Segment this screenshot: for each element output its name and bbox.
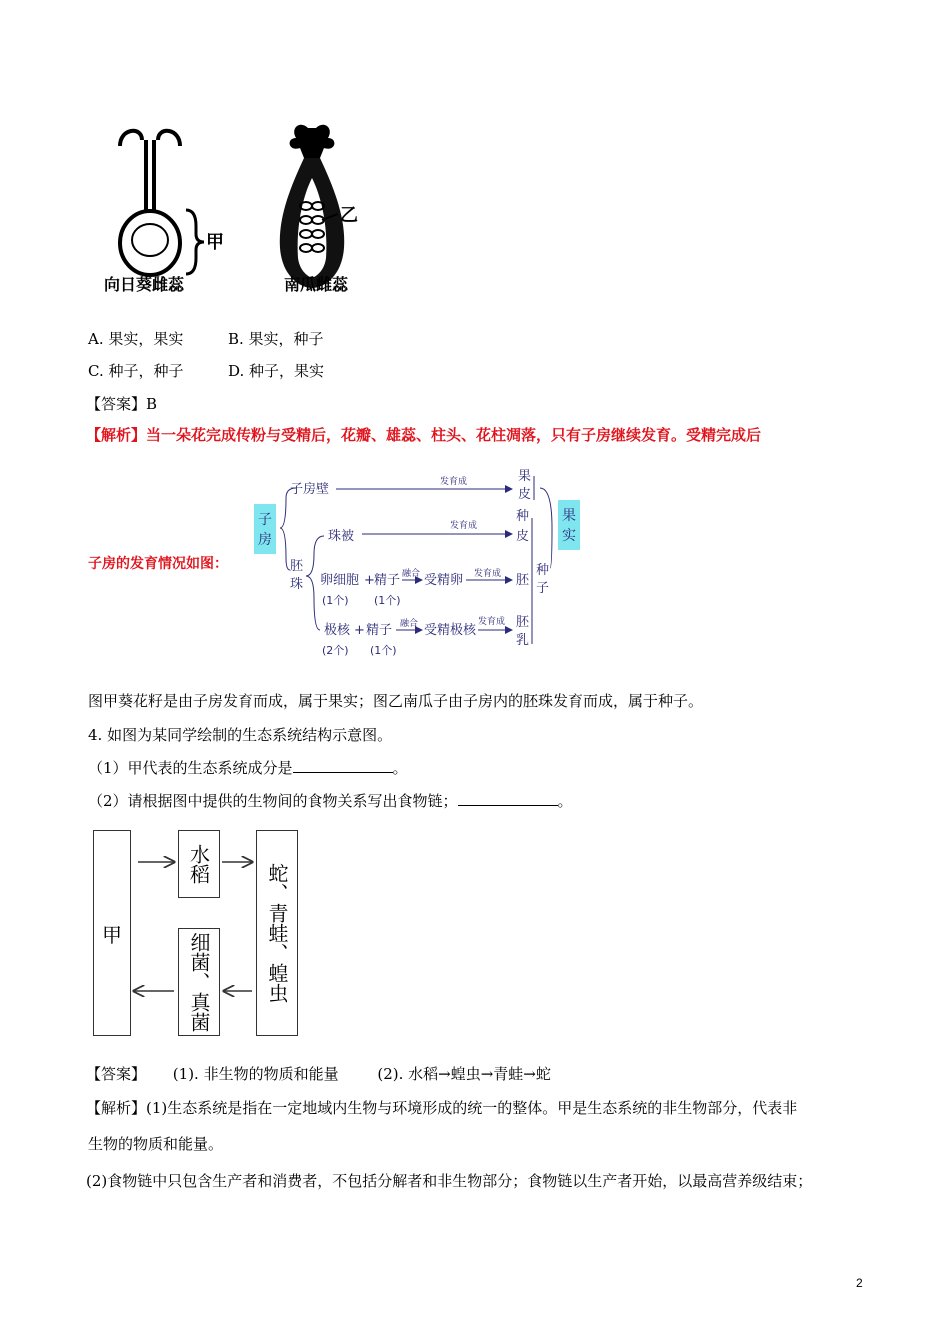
pumpkin-pistil-drawing <box>280 125 344 288</box>
ovule-1: 胚 <box>290 559 304 574</box>
ecosystem-diagram <box>90 828 302 1038</box>
fertilized-egg: 受精卵 <box>424 573 464 588</box>
label-jia: 甲 <box>206 232 224 253</box>
ovary-text-1: 子 <box>258 512 272 528</box>
ovary-wall: 子房壁 <box>290 482 330 497</box>
develops-3: 发育成 <box>474 569 502 579</box>
egg-count: (1个) <box>322 594 349 607</box>
ovary-development-diagram <box>250 458 590 658</box>
pericarp: 果 <box>518 469 532 484</box>
egg-cell: 卵细胞 <box>320 573 360 588</box>
develops-2: 发育成 <box>450 521 478 531</box>
sperm-count-1: (1个) <box>374 594 401 607</box>
q3-answer: 【答案】B <box>86 395 158 413</box>
fuse-1: 融合 <box>402 569 421 579</box>
develops-4: 发育成 <box>478 617 506 627</box>
q4-part1-text: （1）甲代表的生态系统成分是 <box>88 759 293 777</box>
develops-1: 发育成 <box>440 477 468 487</box>
q4-part1-blank[interactable] <box>293 758 393 773</box>
polar-count: (2个) <box>322 644 349 657</box>
pericarp-2: 皮 <box>518 487 532 502</box>
ovary-diagram-label: 子房的发育情况如图： <box>88 556 228 572</box>
ecosystem-arrows <box>90 828 302 1038</box>
fruit-text-2: 实 <box>562 528 576 544</box>
sperm-count-2: (1个) <box>370 644 397 657</box>
sperm-1: 精子 <box>374 573 401 588</box>
ovary-text-2: 房 <box>258 532 272 548</box>
integument: 珠被 <box>328 529 355 544</box>
seed-coat-1: 种 <box>516 509 530 524</box>
fuse-2: 融合 <box>400 619 419 629</box>
sperm-2: 精子 <box>366 623 393 638</box>
sunflower-pistil-drawing <box>120 131 180 275</box>
plus-2: + <box>354 623 365 638</box>
endosperm-1: 胚 <box>516 615 530 630</box>
q4-explanation-3: (2)食物链中只包含生产者和消费者，不包括分解者和非生物部分；食物链以生产者开始，以最高营养级结束； <box>86 1172 813 1190</box>
option-row-1 <box>88 328 324 350</box>
polar-nuclei: 极核 <box>324 623 351 638</box>
label-yi: 乙 <box>340 205 358 226</box>
q4-answer-part1: (1). 非生物的物质和能量 <box>172 1065 339 1083</box>
q4-stem: 4. 如图为某同学绘制的生态系统结构示意图。 <box>88 726 393 744</box>
fertilized-polar: 受精极核 <box>424 623 477 638</box>
q4-part2-text: （2）请根据图中提供的生物间的食物关系写出食物链； <box>88 792 458 810</box>
seed-1: 种 <box>536 563 550 578</box>
bracket-jia <box>186 210 204 274</box>
q4-part1-end: 。 <box>392 759 408 777</box>
q4-part1 <box>88 757 408 779</box>
page-number: 2 <box>856 1276 863 1290</box>
box-decomposers: 细菌、真菌 <box>178 928 220 1036</box>
caption-pumpkin: 南瓜雌蕊 <box>284 275 349 294</box>
plus-1: + <box>364 573 375 588</box>
option-row-2 <box>88 360 325 382</box>
box-rice: 水稻 <box>178 830 220 898</box>
box-jia: 甲 <box>93 830 131 1036</box>
q3-conclusion: 图甲葵花籽是由子房发育而成，属于果实；图乙南瓜子由子房内的胚珠发育而成，属于种子。 <box>88 692 704 710</box>
caption-sunflower: 向日葵雌蕊 <box>104 275 185 294</box>
box-animals: 蛇、青蛙、蝗虫 <box>256 830 298 1036</box>
pistil-figure <box>90 118 390 303</box>
fruit-text-1: 果 <box>562 508 576 524</box>
option-a[interactable]: A. 果实，果实 <box>88 330 184 348</box>
option-b[interactable]: B. 果实，种子 <box>228 330 324 348</box>
seed-coat-2: 皮 <box>516 529 530 544</box>
seed-2: 子 <box>536 581 550 596</box>
ovule-2: 珠 <box>290 577 304 592</box>
q4-answer-label: 【答案】 <box>86 1065 147 1083</box>
q4-part2-blank[interactable] <box>458 791 558 806</box>
q4-answer <box>86 1063 551 1085</box>
embryo: 胚 <box>516 573 530 588</box>
option-c[interactable]: C. 种子，种子 <box>88 362 184 380</box>
q3-explanation: 【解析】当一朵花完成传粉与受精后，花瓣、雄蕊、柱头、花柱凋落，只有子房继续发育。受精完成后 <box>86 426 762 444</box>
option-d[interactable]: D. 种子，果实 <box>228 362 325 380</box>
q4-part2 <box>88 790 573 812</box>
q4-part2-end: 。 <box>557 792 573 810</box>
q4-explanation-1: 【解析】(1)生态系统是指在一定地域内生物与环境形成的统一的整体。甲是生态系统的非生物部分，代表非 <box>86 1099 798 1117</box>
q4-answer-part2: (2). 水稻→蝗虫→青蛙→蛇 <box>377 1065 551 1083</box>
q4-explanation-2: 生物的物质和能量。 <box>88 1135 224 1153</box>
endosperm-2: 乳 <box>516 633 530 648</box>
